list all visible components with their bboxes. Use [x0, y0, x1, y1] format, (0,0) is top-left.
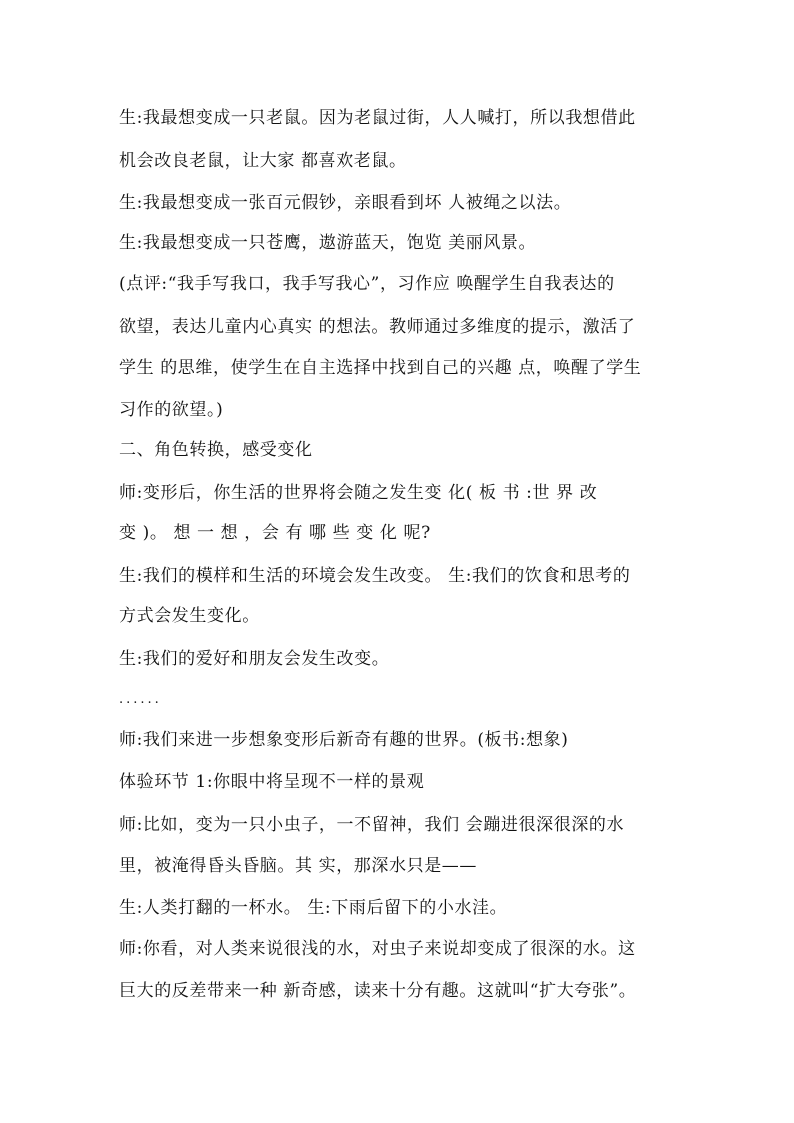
text-line: 生:我最想变成一只苍鹰，遨游蓝天，饱览 美丽风景。	[119, 233, 537, 253]
text-line: 师:变形后，你生活的世界将会随之发生变 化( 板 书 :世 界 改	[119, 483, 598, 503]
text-line: 变 )。 想 一 想 ，会 有 哪 些 变 化 呢?	[119, 523, 431, 543]
text-line: 师:我们来进一步想象变形后新奇有趣的世界。(板书:想象)	[119, 730, 569, 750]
text-line: 师:你看，对人类来说很浅的水，对虫子来说却变成了很深的水。这	[119, 939, 636, 959]
text-line: 生:我最想变成一只老鼠。因为老鼠过街，人人喊打，所以我想借此	[119, 108, 636, 128]
ellipsis: ......	[119, 692, 162, 707]
text-line: 生:人类打翻的一杯水。 生:下雨后留下的小水洼。	[119, 898, 508, 918]
text-line: 方式会发生变化。	[119, 606, 260, 626]
text-line: 习作的欲望。)	[119, 400, 224, 420]
text-line: 生:我最想变成一张百元假钞，亲眼看到坏 人被绳之以法。	[119, 193, 572, 213]
text-line: 欲望，表达儿童内心真实 的想法。教师通过多维度的提示，激活了	[119, 317, 636, 337]
text-line: 里，被淹得昏头昏脑。其 实，那深水只是——	[119, 856, 478, 876]
text-line: 学生 的思维，使学生在自主选择中找到自己的兴趣 点，唤醒了学生	[119, 358, 642, 378]
text-line: 巨大的反差带来一种 新奇感，读来十分有趣。这就叫“扩大夸张”。	[119, 981, 637, 1001]
text-line: (点评:“我手写我口，我手写我心”，习作应 唤醒学生自我表达的	[119, 274, 615, 294]
text-line: 体验环节 1:你眼中将呈现不一样的景观	[119, 772, 425, 792]
text-line: 生:我们的爱好和朋友会发生改变。	[119, 649, 390, 669]
section-heading: 二、角色转换，感受变化	[119, 440, 313, 460]
text-line: 生:我们的模样和生活的环境会发生改变。 生:我们的饮食和思考的	[119, 566, 631, 586]
text-line: 师:比如，变为一只小虫子，一不留神，我们 会蹦进很深很深的水	[119, 815, 625, 835]
text-line: 机会改良老鼠，让大家 都喜欢老鼠。	[119, 151, 407, 171]
